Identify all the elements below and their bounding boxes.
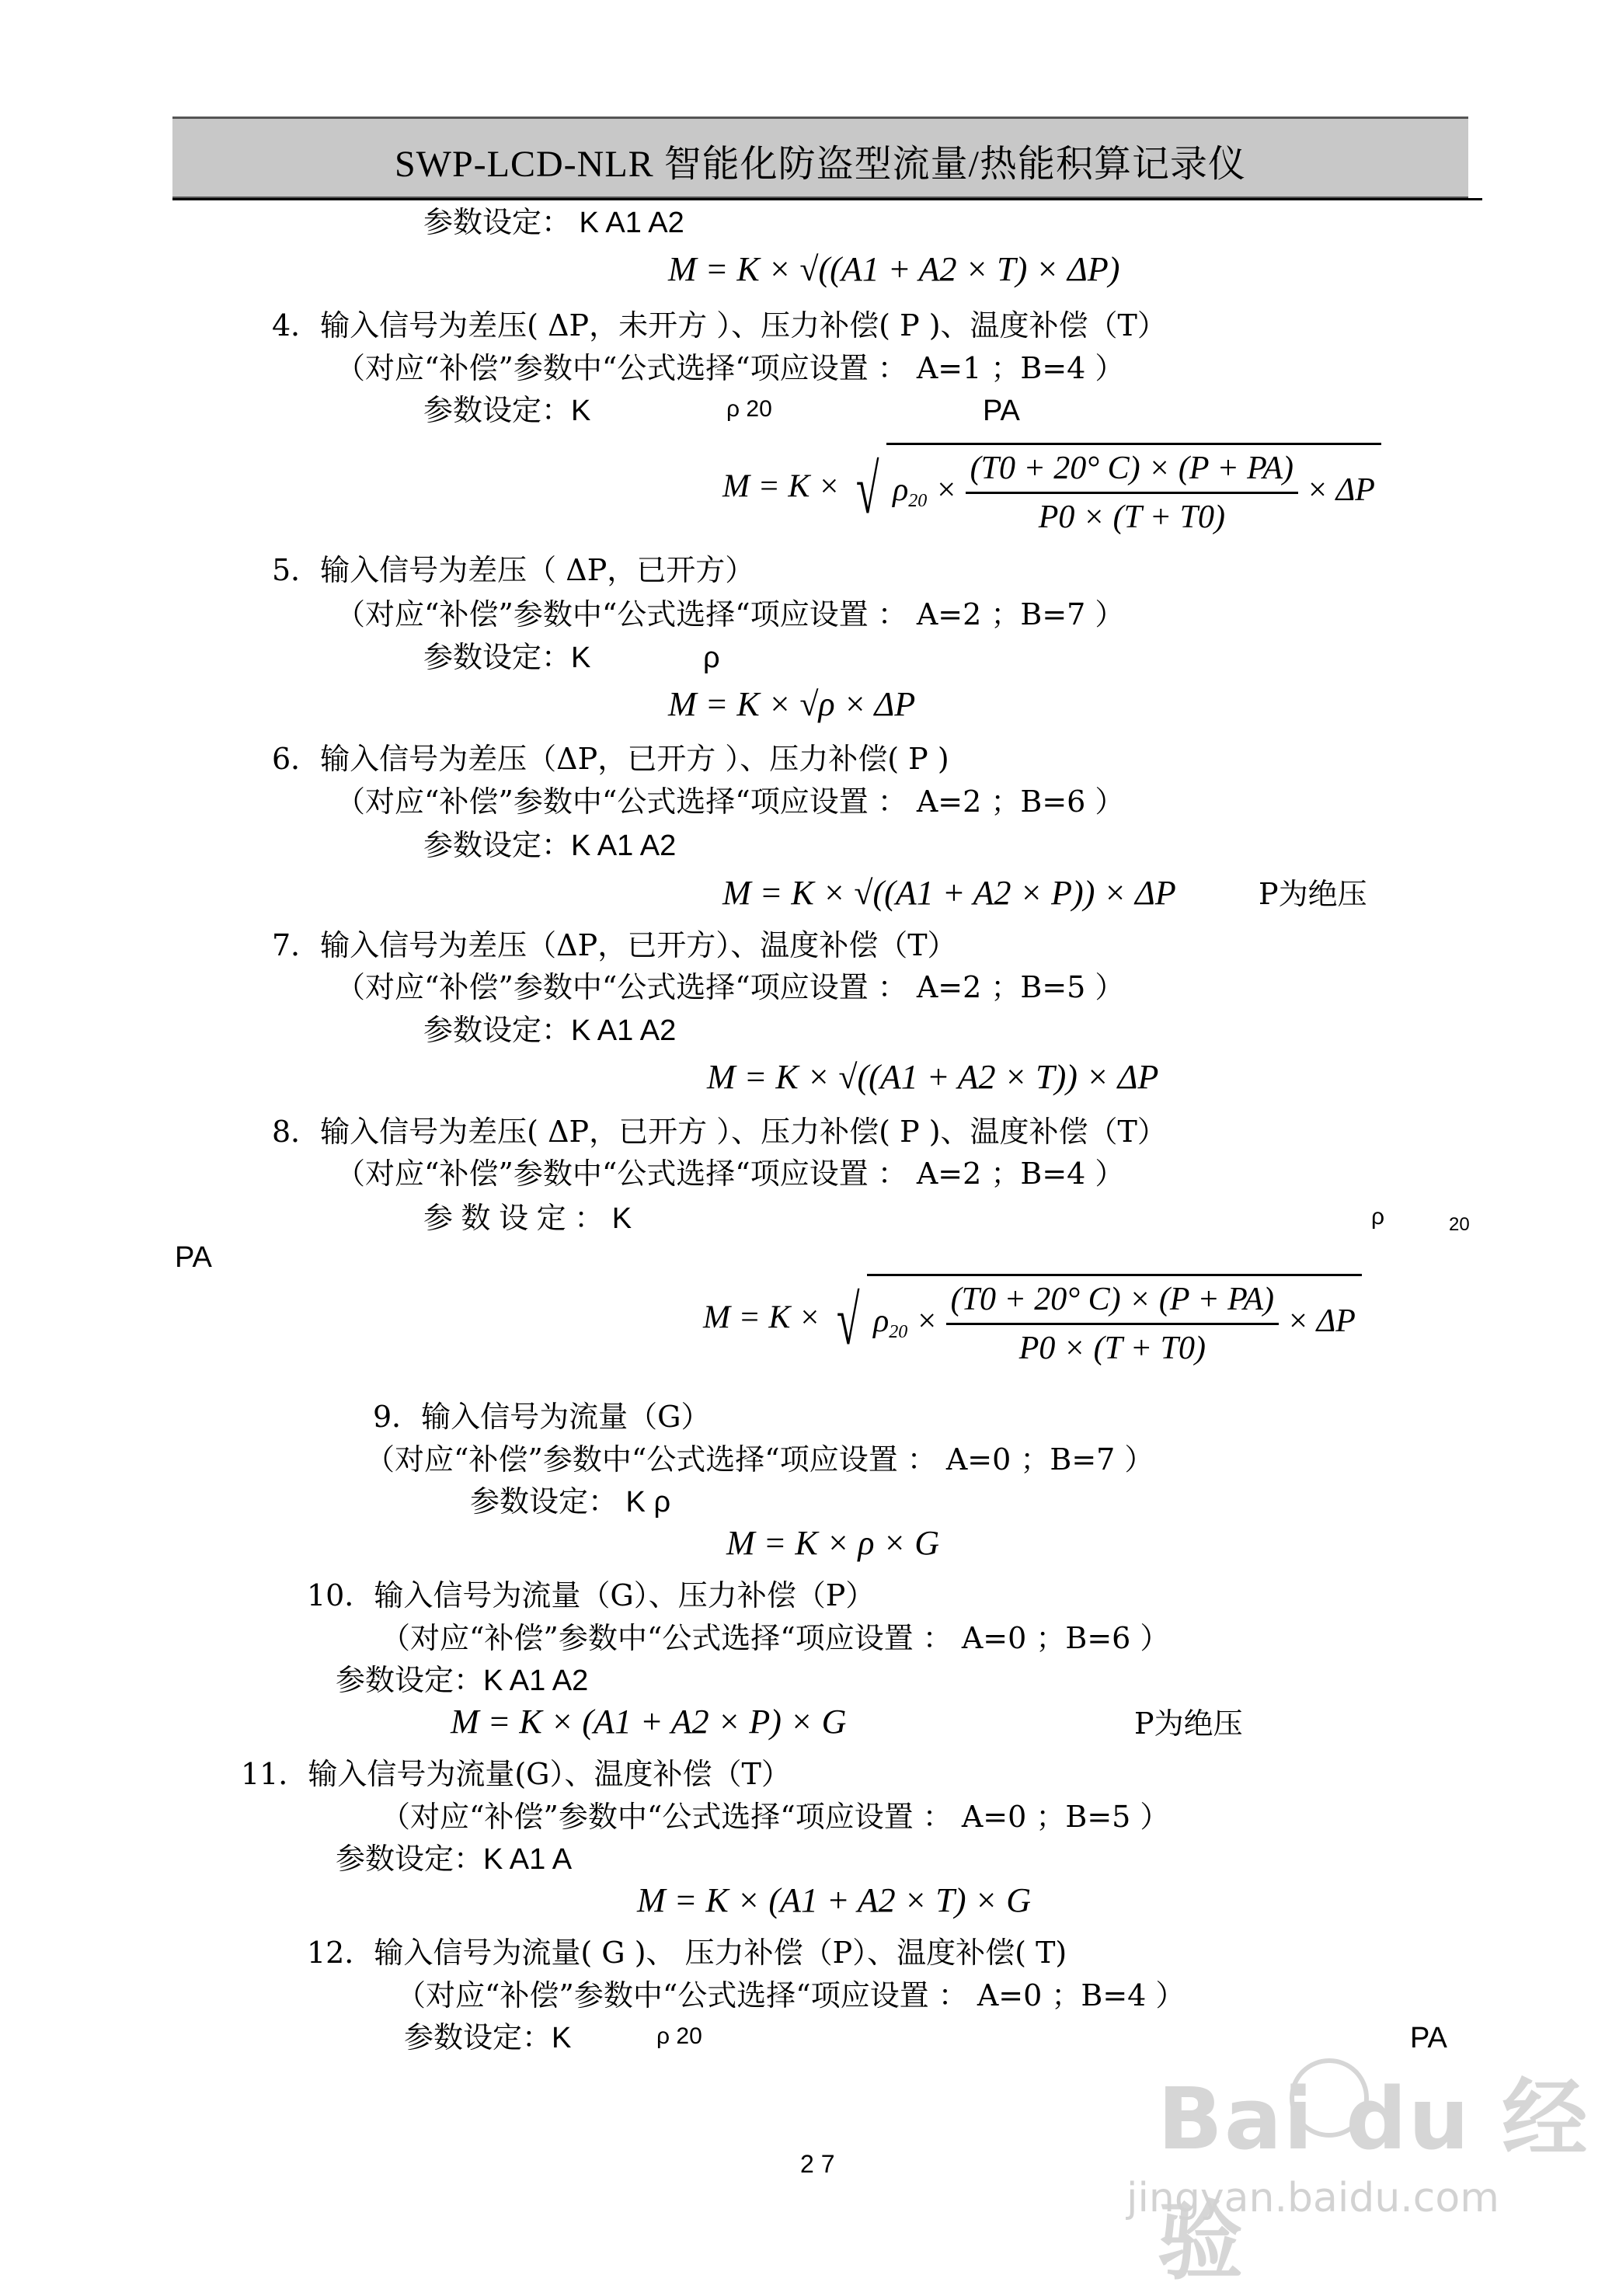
formula-6: M = K × √((A1 + A2 × P)) × ΔP <box>722 874 1176 912</box>
formula-4-denominator: P0 × (T + T0) <box>1038 499 1225 535</box>
page-number: 2 7 <box>800 2150 835 2178</box>
s9-title: 9．输入信号为流量（G） <box>373 1400 711 1434</box>
s12-pa: PA <box>1410 2022 1447 2054</box>
formula-4-rho: ρ <box>893 472 909 509</box>
formula-4-prefix: M = K × <box>722 468 841 505</box>
s8-params: 参 数 设 定 ： K <box>423 1202 632 1235</box>
formula-9: M = K × ρ × G <box>726 1524 939 1562</box>
s12-rho20: ρ 20 <box>656 2023 702 2049</box>
formula-8-numerator: (T0 + 20° C) × (P + PA) <box>946 1281 1279 1325</box>
formula-4-numerator: (T0 + 20° C) × (P + PA) <box>966 450 1298 494</box>
s12-title: 12．输入信号为流量( G )、 压力补偿（P）、温度补偿( T) <box>307 1936 1067 1970</box>
s7-title: 7．输入信号为差压（ΔP，已开方）、温度补偿（T） <box>272 928 957 962</box>
s7-selection: （对应“补偿”参数中“公式选择“项应设置 ： A=2 ；B=5 ） <box>336 970 1125 1004</box>
s4-params: 参数设定：K <box>423 395 591 427</box>
s10-params: 参数设定：K A1 A2 <box>336 1665 589 1697</box>
s11-params: 参数设定：K A1 A <box>336 1843 573 1876</box>
s4-selection: （对应“补偿”参数中“公式选择“项应设置 ： A=1 ；B=4 ） <box>336 351 1125 385</box>
s6-params: 参数设定：K A1 A2 <box>423 830 677 862</box>
s4-rho20: ρ 20 <box>726 396 772 422</box>
s5-selection: （对应“补偿”参数中“公式选择“项应设置 ： A=2 ；B=7 ） <box>336 597 1125 631</box>
s8-pa: PA <box>175 1241 212 1274</box>
formula-4-suffix: × ΔP <box>1306 472 1375 509</box>
s12-params: 参数设定：K <box>404 2022 572 2054</box>
formula-8-prefix: M = K × <box>703 1299 821 1336</box>
s4-pa: PA <box>983 395 1020 427</box>
formula-8-rho: ρ <box>873 1303 890 1340</box>
formula-3: M = K × √((A1 + A2 × T) × ΔP) <box>668 250 1120 288</box>
formula-11: M = K × (A1 + A2 × T) × G <box>637 1881 1031 1919</box>
watermark-brand: Bai du 经验 <box>1158 2069 1589 2291</box>
s11-title: 11．输入信号为流量(G）、温度补偿（T） <box>241 1757 791 1791</box>
s7-params: 参数设定：K A1 A2 <box>423 1014 677 1047</box>
s5-params: 参数设定：K <box>423 642 591 674</box>
s10-title: 10．输入信号为流量（G）、压力补偿（P） <box>307 1578 876 1612</box>
s4-title: 4．输入信号为差压( ΔP，未开方 ）、压力补偿( P )、温度补偿（T） <box>272 308 1167 343</box>
s8-rho-sub: 20 <box>1449 1214 1470 1235</box>
header-rule <box>172 198 1482 200</box>
s12-selection: （对应“补偿”参数中“公式选择“项应设置 ： A=0 ；B=4 ） <box>396 1978 1186 2012</box>
sqrt-icon: √ <box>836 1282 860 1359</box>
s10-selection: （对应“补偿”参数中“公式选择“项应设置 ： A=0 ；B=6 ） <box>381 1621 1170 1655</box>
s9-selection: （对应“补偿”参数中“公式选择“项应设置 ： A=0 ；B=7 ） <box>365 1442 1154 1477</box>
page-title: SWP-LCD-NLR 智能化防盗型流量/热能积算记录仪 <box>394 144 1246 185</box>
formula-10: M = K × (A1 + A2 × P) × G <box>451 1703 847 1741</box>
s6-selection: （对应“补偿”参数中“公式选择“项应设置 ： A=2 ；B=6 ） <box>336 784 1125 819</box>
s9-params: 参数设定： K ρ <box>470 1486 671 1518</box>
formula-5: M = K × √ρ × ΔP <box>668 685 916 723</box>
sqrt-icon: √ <box>855 451 879 528</box>
s11-selection: （对应“补偿”参数中“公式选择“项应设置 ： A=0 ；B=5 ） <box>381 1800 1170 1834</box>
formula-8-denominator: P0 × (T + T0) <box>1018 1331 1206 1366</box>
formula-8: M = K × √ $\rho_{20}$ × $\frac{(T0 + 20^\circ C) \times (P + PA)}{P0 \times (T + T0)}$ × ΔP <box>703 1274 1362 1367</box>
s8-rho: ρ <box>1371 1204 1385 1230</box>
s5-title: 5．输入信号为差压（ ΔP，已开方） <box>272 553 755 587</box>
s3-params: 参数设定： K A1 A2 <box>423 207 684 239</box>
s5-rho: ρ <box>703 642 720 674</box>
formula-4: M = K × √ $\rho_{20}$ × $\frac{(T0 + 20^\circ C) \times (P + PA)}{P0 \times (T + T0)}$ × ΔP <box>722 443 1381 536</box>
s10-note: P为绝压 <box>1134 1706 1243 1741</box>
formula-7: M = K × √((A1 + A2 × T)) × ΔP <box>707 1058 1159 1096</box>
s8-selection: （对应“补偿”参数中“公式选择“项应设置 ： A=2 ；B=4 ） <box>336 1157 1125 1191</box>
s6-note: P为绝压 <box>1259 877 1367 911</box>
s8-title: 8．输入信号为差压( ΔP，已开方 ）、压力补偿( P )、温度补偿（T） <box>272 1115 1167 1149</box>
s6-title: 6．输入信号为差压（ΔP，已开方 ）、压力补偿( P ) <box>272 742 949 776</box>
formula-8-suffix: × ΔP <box>1286 1303 1356 1340</box>
watermark-url: jingyan.baidu.com <box>1126 2175 1499 2221</box>
